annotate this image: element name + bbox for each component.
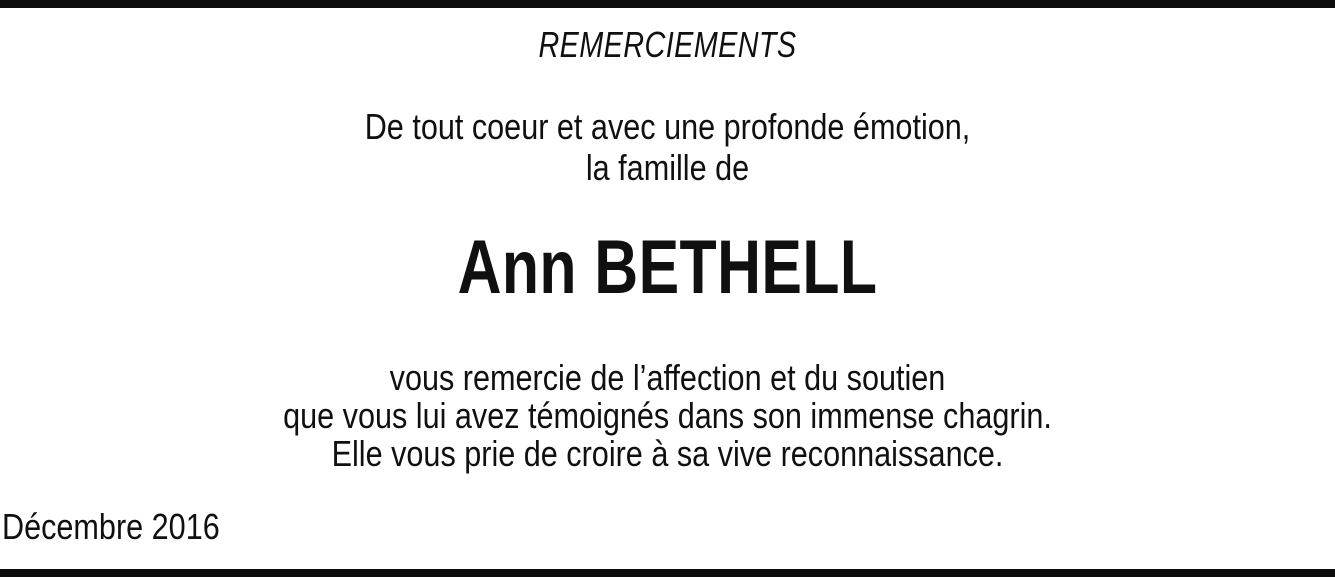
intro-line-2: la famille de bbox=[585, 147, 750, 188]
notice-date: Décembre 2016 bbox=[2, 506, 220, 547]
bottom-rule bbox=[0, 569, 1335, 577]
body-line-1: vous remercie de l’affection et du soutien bbox=[389, 357, 946, 398]
top-rule bbox=[0, 0, 1335, 8]
notice-title: REMERCIEMENTS bbox=[538, 24, 797, 65]
intro-line-1: De tout coeur et avec une profonde émotion, bbox=[364, 106, 971, 147]
body-line-2: que vous lui avez témoignés dans son immense chagrin. bbox=[283, 395, 1052, 436]
intro-block bbox=[100, 106, 1235, 188]
body-block bbox=[100, 359, 1235, 473]
body-line-3: Elle vous prie de croire à sa vive reconnaissance. bbox=[331, 433, 1004, 474]
deceased-name: Ann BETHELL bbox=[457, 225, 878, 310]
